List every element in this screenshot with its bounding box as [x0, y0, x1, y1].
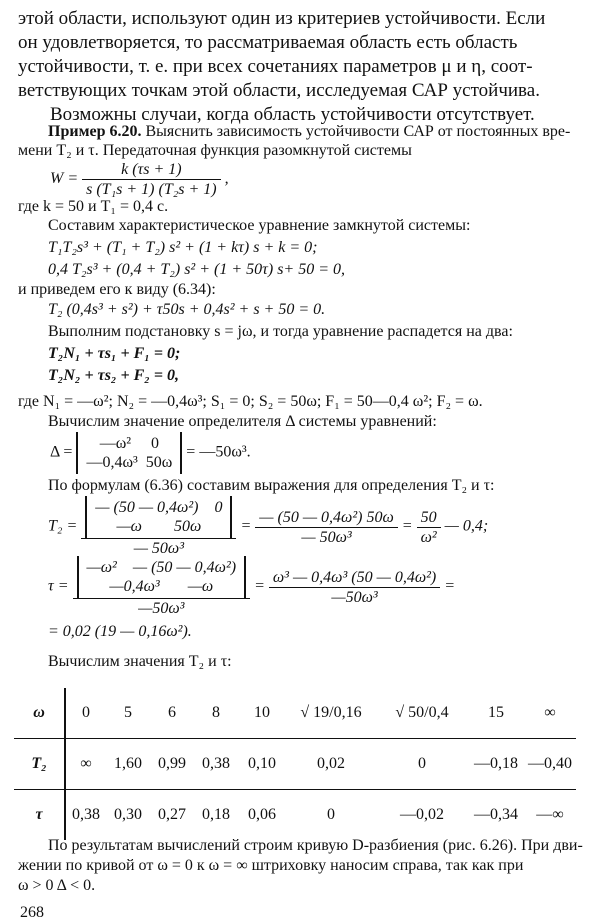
t2-m11: — (50 — 0,4ω²) — [95, 499, 199, 516]
results-table — [14, 688, 576, 840]
t2-tail: — 0,4; — [444, 517, 489, 535]
t2-right-denominator: ω² — [420, 528, 437, 546]
where-coefficients: где N₁ = —ω²; N₂ = —0,4ω³; S₁ = 0; S₂ = 50ω; F₁ = 50—0,4 ω²; F₂ = ω. — [18, 393, 483, 410]
split-eq-2: T₂N₂ + τs₂ + F₂ = 0, — [48, 367, 179, 384]
table-head-cell: T₂ — [14, 739, 65, 790]
w-fraction — [82, 160, 221, 199]
outro-line-1: По результатам вычислений строим кривую D-разбиения (рис. 6.26). При дви- — [48, 837, 583, 854]
tau-m12: — (50 — 0,4ω²) — [132, 559, 237, 576]
char-eq-title: Составим характеристическое уравнение замкнутой системы: — [48, 217, 471, 234]
outro-line-2: жении по кривой от ω = 0 к ω = ∞ штриховку наносим справа, так как при — [18, 857, 524, 874]
intro-line-3: устойчивости, т. е. при всех сочетаниях параметров μ и η, соот- — [18, 56, 533, 77]
t2-fraction — [81, 496, 236, 558]
table-cell: 5 — [106, 688, 150, 739]
table-cell: 0 — [65, 688, 106, 739]
delta-m22: 50ω — [145, 454, 173, 471]
t2-mid-fraction — [255, 508, 398, 547]
table-cell: ∞ — [65, 739, 106, 790]
table-row-tau — [14, 790, 576, 841]
table-cell: 0,18 — [202, 806, 230, 823]
table-cell: —0,02 — [400, 806, 444, 823]
tau-m22: —ω — [187, 578, 214, 595]
determinant-title: Вычислим значение определителя Δ системы уравнений: — [48, 413, 437, 430]
tau-m21: —0,4ω³ — [109, 578, 160, 595]
char-eq-1: T₁T₂s³ + (T₁ + T₂) s² + (1 + kτ) s + k = 0; — [48, 239, 318, 256]
w-denominator: s (T₁s + 1) (T₂s + 1) — [86, 181, 217, 198]
t2-equation: T₂ = — (50 — 0,4ω²) 0 —ω 50ω — 50ω³ = $\frac{\text{— (50 — 0,4ω²) 50ω}}{\text{— 50ω³}}$ = $\frac{50}{\text{ω²}}$ — 0,4; — [48, 496, 488, 558]
tau-numerator — [73, 556, 251, 599]
tau-result: = 0,02 (19 — 0,16ω²). — [48, 623, 192, 640]
t2-m12: 0 — [214, 499, 223, 516]
t2-right-numerator: 50 — [417, 508, 441, 528]
table-cell: 0,38 — [194, 739, 238, 790]
table-cell: 0,27 — [158, 806, 186, 823]
delta-m12: 0 — [151, 435, 160, 452]
tau-m11: —ω² — [86, 559, 117, 576]
table-cell: 0,99 — [150, 739, 194, 790]
tau-lhs: τ = — [48, 577, 69, 595]
formulas-text: По формулам (6.36) составим выражения для определения T₂ и τ: — [48, 477, 495, 494]
delta-equation — [50, 432, 251, 474]
example-text-1: Выяснить зависимость устойчивости САР от постоянных вре- — [145, 123, 571, 140]
intro-line-1: этой области, используют один из критериев устойчивости. Если — [18, 8, 546, 29]
t2-mid-numerator: — (50 — 0,4ω²) 50ω — [255, 508, 398, 528]
delta-lhs: Δ = — [50, 443, 73, 461]
t2-right-fraction — [417, 508, 441, 547]
intro-line-5: Возможны случаи, когда область устойчивости отсутствует. — [50, 104, 535, 125]
tau-matrix — [77, 556, 247, 598]
w-numerator: k (τs + 1) — [82, 160, 221, 180]
example-label: Пример 6.20. — [48, 123, 142, 140]
table-cell: 0 — [327, 806, 335, 823]
table-cell: 0,02 — [286, 739, 376, 790]
table-cell: √ 50/0,4 — [376, 688, 468, 739]
t2-matrix — [85, 496, 232, 538]
where-k: где k = 50 и T₁ = 0,4 с. — [18, 198, 169, 215]
table-cell: —0,40 — [524, 739, 576, 790]
t2-numerator — [81, 496, 236, 539]
table-cell: 8 — [194, 688, 238, 739]
intro-line-2: он удовлетворяется, то рассматриваемая область есть область — [18, 32, 518, 53]
w-lhs: W = — [50, 170, 79, 188]
table-row-t2 — [14, 739, 576, 790]
table-cell: √ 19/0,16 — [286, 688, 376, 739]
substitution-text: Выполним подстановку s = jω, и тогда уравнение распадется на два: — [48, 323, 513, 340]
tau-equation: τ = —ω² — (50 — 0,4ω²) —0,4ω³ —ω —50ω³ = $\frac{\text{ω³ — 0,4ω³ (50 — 0,4ω²)}}{\text{—50ω³}}$ = — [48, 556, 455, 618]
reduce-text: и приведем его к виду (6.34): — [18, 281, 216, 298]
t2-m21: —ω — [116, 518, 142, 535]
example-heading — [48, 122, 570, 141]
t2-denominator: — 50ω³ — [133, 540, 185, 557]
table-cell: 15 — [468, 688, 524, 739]
table-row-omega — [14, 688, 576, 739]
t2-mid-denominator: — 50ω³ — [301, 528, 352, 546]
outro-line-3: ω > 0 Δ < 0. — [18, 877, 96, 894]
tau-mid-numerator: ω³ — 0,4ω³ (50 — 0,4ω²) — [269, 568, 440, 588]
delta-rhs: = —50ω³. — [186, 443, 251, 461]
table-cell: 0,30 — [114, 806, 142, 823]
delta-m11: —ω² — [99, 435, 132, 452]
table-head-cell: ω — [14, 688, 65, 739]
delta-matrix — [76, 432, 182, 474]
split-eq-1: T₂N₁ + τs₁ + F₁ = 0; — [48, 345, 181, 362]
tau-denominator: —50ω³ — [138, 600, 185, 617]
delta-m21: —0,4ω³ — [86, 454, 138, 471]
tau-mid-denominator: —50ω³ — [331, 588, 378, 606]
t2-m22: 50ω — [173, 518, 202, 535]
table-cell: 0,38 — [72, 806, 100, 823]
table-cell: 0,10 — [238, 739, 286, 790]
intro-line-4: ветствующих точкам этой области, исследуемая САР устойчива. — [18, 80, 540, 101]
table-cell: 0,06 — [248, 806, 276, 823]
table-cell: 0 — [376, 739, 468, 790]
table-cell: ∞ — [524, 688, 576, 739]
tau-fraction — [73, 556, 251, 618]
table-cell: —0,34 — [474, 806, 518, 823]
tau-mid-fraction — [269, 568, 440, 607]
example-text-2: мени T₂ и τ. Передаточная функция разомкнутой системы — [18, 142, 412, 159]
table-cell: 1,60 — [106, 739, 150, 790]
tau-tail: = — [444, 577, 456, 595]
calc-text: Вычислим значения T₂ и τ: — [48, 653, 232, 670]
t2-lhs: T₂ = — [48, 517, 78, 535]
page-number: 268 — [20, 904, 44, 921]
transfer-function: W = $\frac{k (\tau s + 1)}{\text{s (T₁s + 1) (T₂s + 1)}}$ , — [50, 161, 229, 198]
table-cell: —∞ — [536, 806, 564, 823]
char-eq-2: 0,4 T₂s³ + (0,4 + T₂) s² + (1 + 50τ) s+ 50 = 0, — [48, 261, 346, 278]
table-cell: —0,18 — [468, 739, 524, 790]
table-cell: 6 — [150, 688, 194, 739]
table-cell: 10 — [238, 688, 286, 739]
reduced-eq: T₂ (0,4s³ + s²) + τ50s + 0,4s² + s + 50 = 0. — [48, 301, 326, 318]
table-head-cell: τ — [14, 790, 65, 841]
